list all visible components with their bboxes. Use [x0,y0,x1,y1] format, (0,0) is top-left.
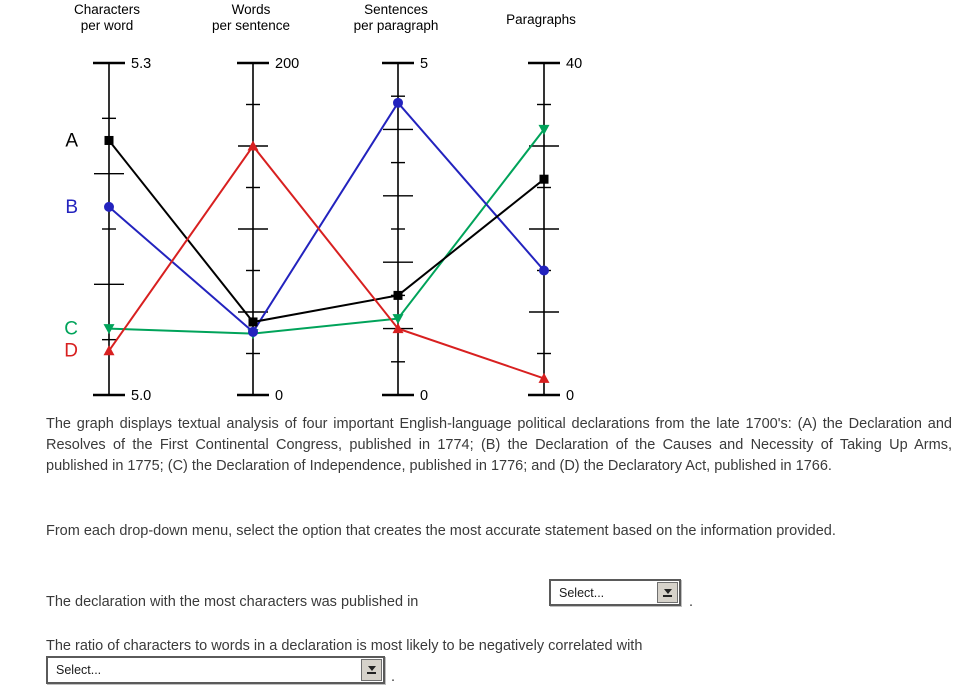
series-label-D: D [64,340,78,362]
correlated-with-dropdown-value: Select... [56,663,102,677]
axis-max-label: 200 [275,56,300,72]
axis-max-label: 5 [420,56,429,72]
question-1-period: . [689,594,694,610]
axis-title: Words [231,2,271,17]
series-label-B: B [65,196,78,218]
dropdown-arrow-icon [368,666,376,671]
dropdown-arrow-underline [367,672,376,674]
series-line-A [109,141,544,323]
dropdown-button[interactable] [361,659,382,681]
axis-max-label: 5.3 [131,56,152,72]
series-line-B [109,103,544,332]
axis-min-label: 0 [566,388,575,404]
marker-B-1 [248,327,258,337]
chart-description: The graph displays textual analysis of four important English-language political declarations from the late 1700's: (A) the Declaration and Resolves of the First Continental Congress, published in 1774; (B) the Declaration of the Causes and Necessity of Taking Up Arms, published in 1775; (C) the Declaration of Independence, published in 1776; and (D) the Declaratory Act, published in 1766. [46,416,952,474]
marker-A-3 [540,175,549,184]
axis-min-label: 5.0 [131,388,152,404]
correlated-with-dropdown[interactable] [46,656,385,684]
dropdown-arrow-icon [664,589,672,594]
axis-title: Paragraphs [506,12,576,27]
axis-title: per paragraph [353,18,439,33]
instructions: From each drop-down menu, select the option that creates the most accurate statement based on the information provided. [46,523,836,539]
marker-B-0 [104,202,114,212]
series-label-C: C [64,318,78,340]
dropdown-button[interactable] [657,582,678,603]
axis-min-label: 0 [275,388,284,404]
dropdown-arrow-underline [663,595,672,597]
marker-A-2 [394,291,403,300]
marker-B-2 [393,98,403,108]
question-2-text: The ratio of characters to words in a declaration is most likely to be negatively correlated with [46,638,643,654]
marker-A-1 [249,317,258,326]
axis-title: Characters [73,2,141,17]
axis-title: Sentences [364,2,428,17]
axis-title: per sentence [211,18,291,33]
axis-min-label: 0 [420,388,429,404]
published-in-dropdown[interactable] [549,579,681,606]
axis-max-label: 40 [566,56,583,72]
series-label-A: A [65,130,78,152]
marker-B-3 [539,266,549,276]
series-line-D [109,146,544,378]
question-1-text: The declaration with the most characters was published in [46,594,419,610]
axis-title: per word [80,18,134,33]
question-2-period: . [391,669,396,685]
published-in-dropdown-value: Select... [559,585,605,600]
marker-A-0 [105,136,114,145]
